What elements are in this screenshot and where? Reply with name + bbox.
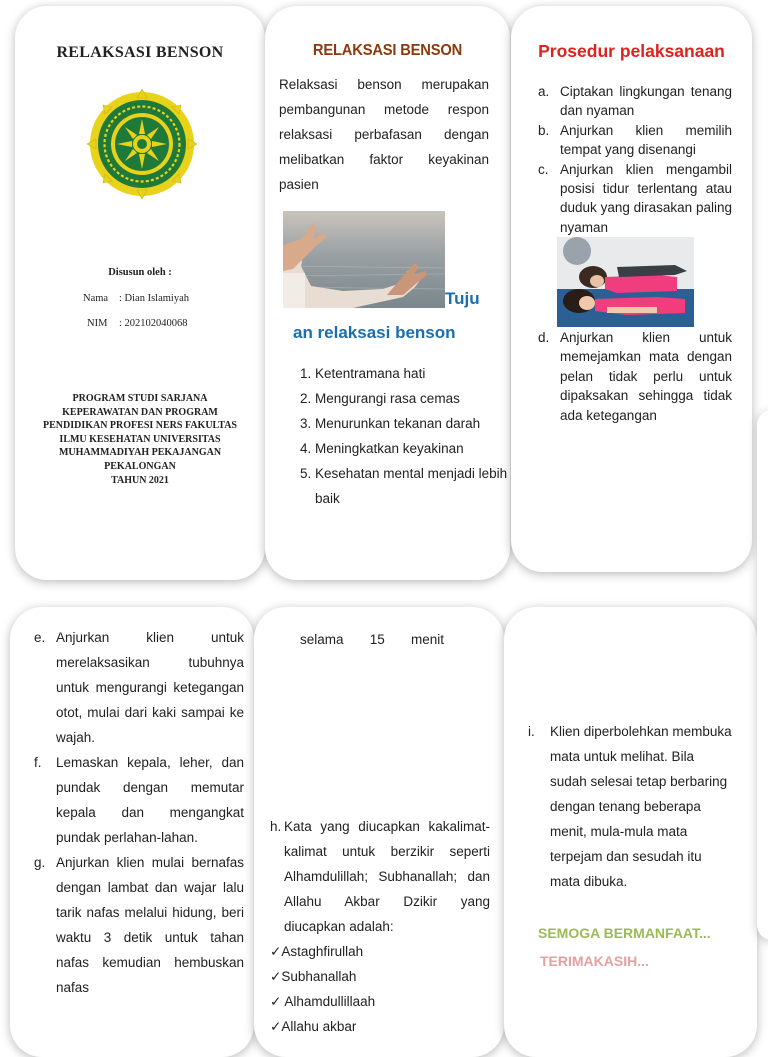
name-value: : Dian Islamiyah [119, 293, 189, 304]
item-text: Kata yang diucapkan kakalimat-kalimat untuk berzikir seperti Alhamdulillah; Subhanallah; dan Allahu Akbar Dzikir yang diucapkan adalah: [284, 819, 490, 934]
step-g-continuation: selama 15 menit [300, 632, 444, 647]
item-text: Klien diperbolehkan membuka mata untuk melihat. Bila sudah selesai tetap berbaring dengan tenang beberapa menit, mula-mula mata terpejam dan sesudah itu mata dibuka. [550, 724, 732, 889]
item-marker: e. [34, 630, 46, 645]
list-item [538, 160, 732, 238]
checkmark-icon: ✓ [270, 969, 282, 984]
item-marker: i. [528, 724, 535, 739]
procedure-step-i [528, 719, 734, 894]
item-text: Anjurkan klien untuk merelaksasikan tubuhnya untuk mengurangi ketegangan otot, mulai dari kaki sampai ke wajah. [56, 630, 244, 745]
closing-message: SEMOGA BERMANFAAT... [538, 925, 711, 941]
program-block [29, 392, 251, 487]
procedure-steps-abc [538, 82, 732, 237]
cover-panel [15, 6, 265, 580]
dzikir-text: Astaghfirullah [281, 944, 364, 959]
lying-down-relaxation-photo [557, 237, 694, 327]
dzikir-text: Allahu akbar [281, 1019, 357, 1034]
dzikir-item [270, 939, 490, 964]
list-item [270, 814, 490, 939]
meditation-hands-photo [283, 211, 445, 308]
list-item: 5. Kesehatan mental menjadi lebih baik [315, 461, 510, 511]
list-item [538, 328, 732, 425]
checkmark-icon: ✓ [270, 994, 282, 1009]
procedure-title: Prosedur pelaksanaan [538, 41, 725, 61]
thank-you-message: TERIMAKASIH... [540, 953, 649, 969]
program-line: PEKALONGAN [104, 460, 176, 472]
goals-heading-part2: an relaksasi benson [293, 323, 456, 342]
closing-panel [504, 607, 757, 1057]
dzikir-text: Subhanallah [281, 969, 357, 984]
program-line: MUHAMMADIYAH PEKAJANGAN [58, 447, 222, 459]
cover-title: RELAKSASI BENSON [56, 44, 224, 61]
checkmark-icon: ✓ [270, 944, 282, 959]
list-item [34, 750, 244, 850]
list-item [34, 625, 244, 750]
program-line: PENDIDIKAN PROFESI NERS FAKULTAS [42, 420, 237, 432]
list-item [538, 82, 732, 121]
item-marker: f. [34, 755, 42, 770]
steps-panel [10, 607, 254, 1057]
dzikir-item [270, 964, 490, 989]
procedure-steps-efg [34, 625, 244, 1000]
item-text: Ciptakan lingkungan tenang dan nyaman [560, 84, 732, 119]
item-marker: c. [538, 161, 549, 177]
item-marker: a. [538, 84, 550, 99]
item-text: Anjurkan klien mengambil posisi tidur terlentang atau duduk yang dirasakan paling nyaman [560, 161, 732, 235]
author-heading: Disusun oleh : [108, 267, 172, 278]
checkmark-icon: ✓ [270, 1019, 282, 1034]
list-item [528, 719, 734, 894]
dzikir-item [270, 989, 490, 1014]
goals-list [285, 361, 510, 511]
program-line: ILMU KESEHATAN UNIVERSITAS [59, 433, 221, 445]
list-item: 3. Menurunkan tekanan darah [315, 411, 510, 436]
intro-paragraph: Relaksasi benson merupakan pembangunan metode respon relaksasi perbafasan dengan melibatkan faktor keyakinan pasien [279, 77, 489, 192]
adjacent-panel-edge [757, 410, 768, 940]
dzikir-text: Alhamdullillaah [281, 994, 376, 1009]
procedure-panel [511, 6, 752, 572]
list-item: 2. Mengurangi rasa cemas [315, 386, 510, 411]
intro-panel [265, 6, 510, 580]
item-marker: d. [538, 330, 550, 345]
dzikir-item [270, 1014, 490, 1039]
item-text: Lemaskan kepala, leher, dan pundak dengan memutar kepala dan mengangkat pundak perlahan-lahan. [56, 755, 244, 845]
procedure-step-h [270, 814, 490, 1039]
list-item [538, 121, 732, 160]
nim-label: NIM [87, 318, 108, 329]
list-item [34, 850, 244, 1000]
item-text: Anjurkan klien memilih tempat yang disenangi [560, 122, 732, 158]
procedure-step-d [538, 328, 732, 425]
goals-heading-part1: Tuju [445, 289, 480, 308]
name-label: Nama [83, 293, 109, 304]
item-text: Anjurkan klien untuk memejamkan mata dengan pelan tidak perlu untuk dipaksakan sehingga tidak ada ketegangan [560, 330, 732, 423]
program-line: PROGRAM STUDI SARJANA [72, 393, 208, 404]
dzikir-panel [254, 607, 504, 1057]
item-marker: b. [538, 122, 550, 138]
list-item: 1. Ketentramana hati [315, 361, 510, 386]
program-line: TAHUN 2021 [111, 474, 169, 486]
nim-value: : 202102040068 [119, 318, 188, 329]
intro-title: RELAKSASI BENSON [312, 42, 463, 59]
item-marker: h. [270, 819, 282, 834]
item-text: Anjurkan klien mulai bernafas dengan lambat dan wajar lalu tarik nafas melalui hidung, beri waktu 3 detik untuk tahan nafas kemudian hembuskan nafas [56, 855, 244, 995]
item-marker: g. [34, 855, 46, 870]
list-item: 4. Meningkatkan keyakinan [315, 436, 510, 461]
university-seal-logo [87, 89, 197, 199]
program-line: KEPERAWATAN DAN PROGRAM [62, 406, 218, 418]
